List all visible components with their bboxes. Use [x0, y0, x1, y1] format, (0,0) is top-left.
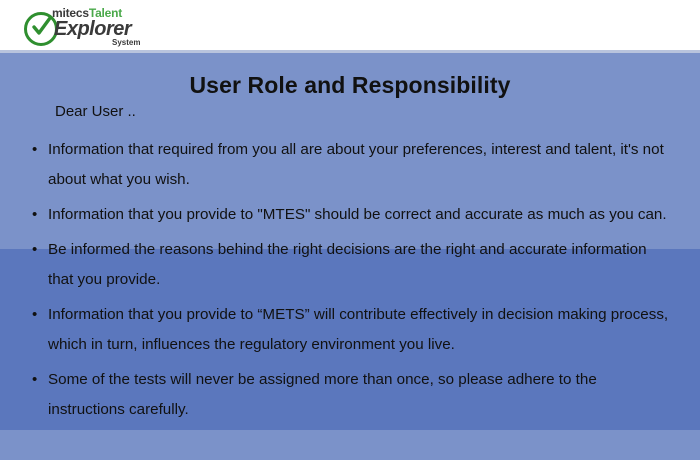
bullet-marker-icon: •: [32, 371, 38, 388]
salutation-text: Dear User ..: [55, 103, 136, 120]
list-item: [30, 235, 675, 295]
list-item-text: Some of the tests will never be assigned more than once, so please adhere to the instructions carefully.: [48, 371, 597, 418]
list-item-text: Information that you provide to “METS” will contribute effectively in decision making process, which in turn, influences the regulatory environment you live.: [48, 306, 669, 353]
list-item: [30, 135, 675, 195]
list-item-text: Information that you provide to "MTES" should be correct and accurate as much as you can.: [48, 206, 667, 223]
bullet-marker-icon: •: [32, 141, 38, 158]
list-item-text: Be informed the reasons behind the right decisions are the right and accurate information that you provide.: [48, 241, 647, 288]
bullet-marker-icon: •: [32, 206, 38, 223]
brand-top-accent: Talent: [88, 6, 123, 20]
brand-logo: [24, 4, 154, 50]
brand-sub-word: System: [112, 38, 141, 47]
bullet-marker-icon: •: [32, 306, 38, 323]
list-item-text: Information that required from you all are about your preferences, interest and talent, it's not about what you wish.: [48, 141, 664, 188]
brand-main-word: Explorer: [54, 18, 132, 40]
list-item: [30, 365, 675, 425]
list-item: [30, 200, 675, 230]
bullet-marker-icon: •: [32, 241, 38, 258]
bullet-list: [30, 135, 675, 430]
slide-title: User Role and Responsibility: [189, 72, 511, 98]
brand-top-dark: mitecs: [52, 6, 89, 20]
brand-logo-text: [52, 6, 157, 50]
list-item: [30, 300, 675, 360]
slide-content: [0, 53, 700, 460]
